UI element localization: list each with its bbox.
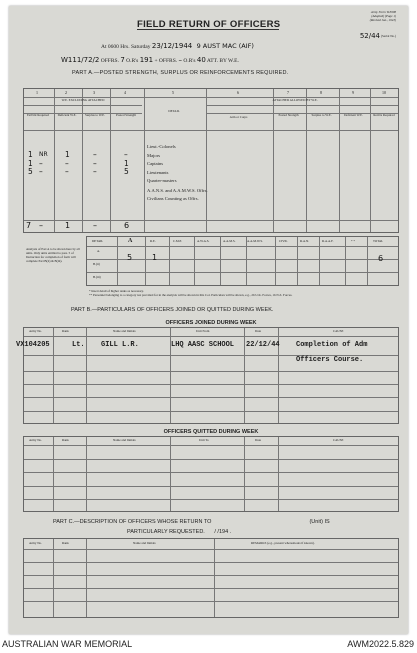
analysis-table	[86, 236, 399, 286]
footnote-2: ** Personnel belonging to a category not provided for in the analysis will be shown in this Col. Particulars will be shown, e.g., 26 U.K. Forces, 16 N.Z. Forces.	[89, 293, 293, 297]
header-line-1	[101, 42, 254, 50]
attached-ors-count: 40	[196, 56, 206, 64]
footer-credit: AUSTRALIAN WAR MEMORIAL	[2, 639, 133, 649]
analysis-a-value: 5	[127, 253, 133, 262]
at-hours-label: At 0600 Hrs. Saturday	[101, 44, 151, 50]
analysis-total-value: 6	[378, 254, 384, 263]
joined-rank: Lt.	[72, 341, 85, 349]
joined-cause-2: Officers Course.	[296, 356, 364, 364]
part-c-table	[23, 538, 399, 618]
quitted-title: OFFICERS QUITTED DURING WEEK	[163, 429, 259, 435]
return-date: 23/12/1944	[151, 42, 193, 50]
form-sheet: Army Form W.3008 (Adapted) (Page 1) (Revised Jan., 1943) 52/44 (Serial No.) FIELD RETURN OF OFFICERS At 0600 Hrs. Saturday 23/12/1944 9 AUST MAC (AIF) W111/72/2 OFFRS. 7 O.R's 191 + OFFRS. – O.R's 40 ATT. BY W.E. PART A.—POSTED STRENGTH, SURPLUS OR REINFORCEMENTS REQUIRED. 1 2 3 4 5 6 7 8 9 10 W.E. EXCLUDING ATTACHED ATTACHED ALLOWED BY W.E. DETAIL Estb'mt Required Deficient W.E. Surplus to W.E. Posted Strength Arm or Corps Posted Strength Surplus to W.E. Deficient W.E. Rein'ts Required Lieut.-Colonels Majors Captains Lieutenants Quarter-masters A.A.N.S. and A.A.M.W.S. Offrs. Civilians Counting as Offrs. 1 NR 1 – – 1 – – – 1 5 – – – 5 7 – 1 – 6 Analysis of Part A to be shown here by all units. Only units entitled to para. 5 of Instruction for completion of form will complete Part B(ii) & B(iii). DETAIL A R.E. C.M.P. A.W.A.S. A.A.M.S. A.A.M.W.S. CIVIL R.A.N. R.A.A.F. * * TOTAL A. B.(ii) B.(iii) 5 1 6 * Insert detail of higher ranks as necessary. ** Personnel belonging to a category not provided for in the analysis will be shown in this Col. Particulars will be shown, e.g., 26 U.K. Forces, 16 N.Z. Forces. PART B.—PARTICULARS OF OFFICERS JOINED OR QUITTED DURING WEEK. OFFICERS JOINED DURING WEEK Army No. Rank Name and Initials Unit From Date CAUSE VX104205 Lt. GILL L.R. LHQ AASC SCHOOL 22/12/44 Completion of Adm Officers Course. OFFICERS QUITTED DURING WEEK Army No. Rank Name and Initials Unit To Date CAUSE PART C.—DESCRIPTION OF OFFICERS WHOSE RETURN TO (Unit) IS PARTICULARLY REQUESTED. / /194 . Army No. Rank Name and Initials REMARKS (e.g., present whereabouts if known).	[9, 6, 408, 634]
ors-count: 191	[139, 56, 154, 64]
unit-name: 9 AUST MAC (AIF)	[196, 42, 254, 50]
footnote-1: * Insert detail of higher ranks as necessary.	[89, 289, 144, 293]
joined-unit-from: LHQ AASC SCHOOL	[171, 341, 235, 349]
joined-date: 22/12/44	[246, 341, 280, 349]
header-line-2: W111/72/2 OFFRS. 7 O.R's 191 + OFFRS. – O.R's 40 ATT. BY W.E.	[61, 56, 239, 64]
joined-cause-1: Completion of Adm	[296, 341, 368, 349]
adapted-label: (Adapted) (Page 1)	[371, 14, 396, 18]
joined-name: GILL L.R.	[101, 341, 139, 349]
unit-reference: W111/72/2	[61, 56, 100, 64]
attached-allowed: ATTACHED ALLOWED BY W.E.	[272, 98, 318, 102]
form-reference	[370, 10, 396, 22]
quitted-table	[23, 436, 399, 512]
part-c-heading: PART C.—DESCRIPTION OF OFFICERS WHOSE RETURN TO (Unit) IS	[53, 519, 330, 525]
joined-army-no: VX104205	[16, 341, 50, 349]
footer-accession: AWM2022.5.829	[347, 639, 414, 649]
form-title: FIELD RETURN OF OFFICERS	[137, 19, 281, 30]
part-a-heading: PART A.—POSTED STRENGTH, SURPLUS OR REINFORCEMENTS REQUIRED.	[72, 70, 289, 76]
army-form-label: Army Form W.3008	[370, 10, 396, 14]
serial-label: (Serial No.)	[380, 34, 396, 38]
analysis-note: Analysis of Part A to be shown here by all units. Only units entitled to para. 5 of Instruction for completion of form will complete Part B(ii) & B(iii).	[26, 247, 80, 263]
detail-header: DETAIL	[168, 109, 180, 113]
detail-rank-list: Lieut.-Colonels Majors Captains Lieutenants Quarter-masters A.A.N.S. and A.A.M.W.S. Offrs. Civilians Counting as Offrs.	[147, 144, 208, 201]
serial-number: 52/44	[359, 32, 380, 40]
part-c-heading-2: PARTICULARLY REQUESTED. / /194 .	[127, 529, 232, 535]
we-excluding-attached: W.E. EXCLUDING ATTACHED	[61, 98, 105, 102]
joined-title: OFFICERS JOINED DURING WEEK	[165, 320, 257, 326]
handwritten-strength: 1 NR 1 – – 1 – – – 1 5 – – – 5	[28, 150, 129, 176]
revised-label: (Revised Jan., 1943)	[369, 18, 396, 22]
officers-count: 7	[120, 56, 125, 64]
part-b-heading: PART B.—PARTICULARS OF OFFICERS JOINED OR QUITTED DURING WEEK.	[71, 307, 274, 313]
analysis-re-value: 1	[152, 253, 158, 262]
